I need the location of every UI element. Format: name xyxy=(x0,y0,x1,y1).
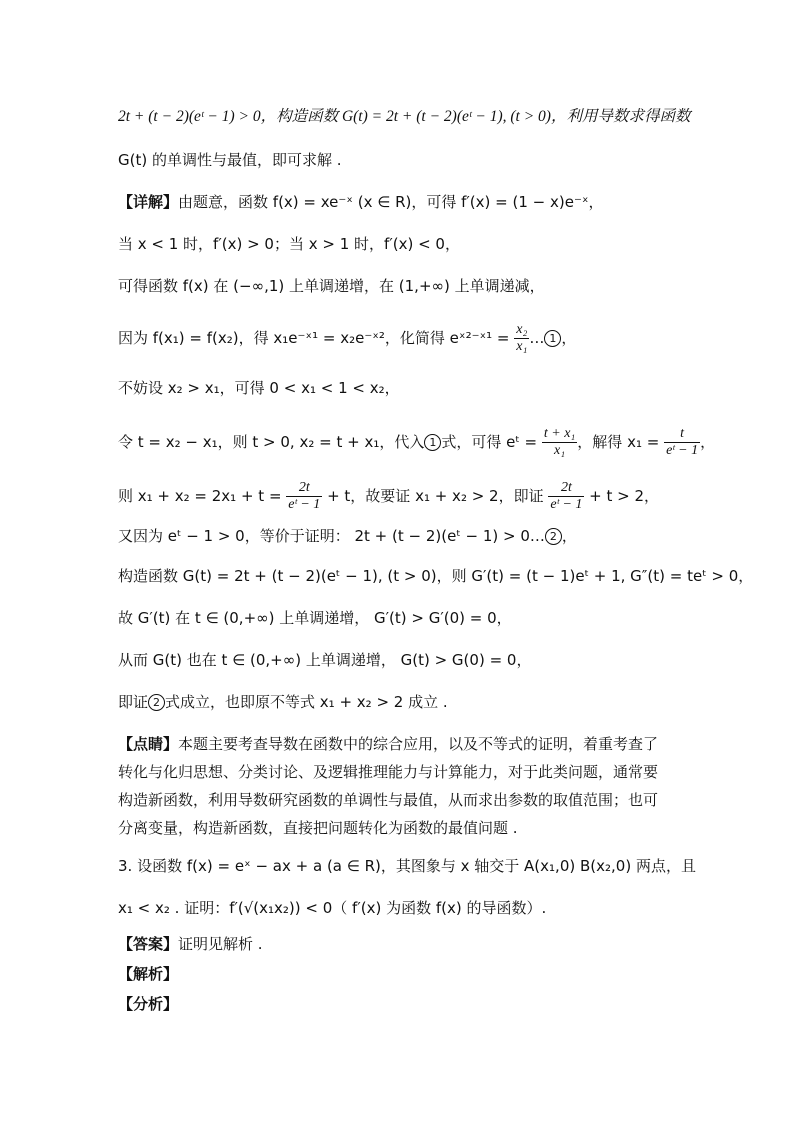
fraction-denominator: x₁ xyxy=(516,339,528,354)
fraction xyxy=(542,426,577,459)
text-line xyxy=(118,148,754,172)
fraction xyxy=(286,480,322,513)
text-span: 转化与化归思想、分类讨论、及逻辑推理能力与计算能力，对于此类问题，通常要 xyxy=(118,763,659,781)
text-line xyxy=(118,854,754,878)
text-span: x₁ < x₂ . 证明：f′(√(x₁x₂)) < 0（ f′(x) 为函数 f(x) 的导函数）. xyxy=(118,899,547,917)
text-line xyxy=(118,992,754,1016)
text-span: … xyxy=(529,329,545,347)
text-line xyxy=(118,376,754,400)
section-label-detail: 【详解】 xyxy=(118,193,179,211)
text-span: + t > 2， xyxy=(584,487,660,505)
text-span: 则 x₁ + x₂ = 2x₁ + t = xyxy=(118,487,287,505)
text-span: G(t) 的单调性与最值，即可求解 . xyxy=(118,151,342,169)
text-span: 构造函数 G(t) = 2t + (t − 2)(eᵗ − 1), (t > 0)，则 G′(t) = (t − 1)eᵗ + 1, G″(t) = teᵗ > 0， xyxy=(118,567,754,585)
text-span: 当 x < 1 时，f′(x) > 0；当 x > 1 时，f′(x) < 0， xyxy=(118,235,460,253)
text-line xyxy=(118,274,754,298)
text-line xyxy=(118,690,754,714)
text-line xyxy=(118,104,754,129)
fraction-numerator: t xyxy=(664,426,700,443)
text-line xyxy=(118,732,754,756)
text-line xyxy=(118,788,754,812)
text-line xyxy=(118,524,754,548)
text-line xyxy=(118,606,754,630)
text-span: ， xyxy=(561,527,577,545)
text-span: + t，故要证 x₁ + x₂ > 2，即证 xyxy=(322,487,549,505)
text-span: 式成立，也即原不等式 x₁ + x₂ > 2 成立 . xyxy=(165,693,448,711)
text-line xyxy=(118,932,754,956)
fraction-denominator: eᵗ − 1 xyxy=(550,497,583,512)
section-label-breakdown: 【分析】 xyxy=(118,995,179,1013)
section-label-comment: 【点睛】 xyxy=(118,735,179,753)
math-expression: 2t + (t − 2)(eᵗ − 1) > 0，构造函数 G(t) = 2t + (t − 2)(eᵗ − 1), (t > 0)，利用导数求得函数 xyxy=(118,108,691,125)
fraction-numerator: 2t xyxy=(548,480,584,497)
fraction-denominator: x₁ xyxy=(554,443,566,458)
section-label-analysis: 【解析】 xyxy=(118,965,179,983)
circled-number: 1 xyxy=(424,434,441,451)
text-span: 即证 xyxy=(118,693,149,711)
text-span: ， xyxy=(700,433,716,451)
text-line xyxy=(118,564,754,588)
text-span: 不妨设 x₂ > x₁，可得 0 < x₁ < 1 < x₂， xyxy=(118,379,400,397)
text-span: 分离变量，构造新函数，直接把问题转化为函数的最值问题 . xyxy=(118,819,518,837)
fraction xyxy=(664,426,700,459)
fraction-denominator: eᵗ − 1 xyxy=(288,497,321,512)
text-span: 因为 f(x₁) = f(x₂)，得 x₁e⁻ˣ¹ = x₂e⁻ˣ²，化简得 eˣ²⁻ˣ¹ = xyxy=(118,329,515,347)
text-span: 故 G′(t) 在 t ∈ (0,+∞) 上单调递增， G′(t) > G′(0) = 0， xyxy=(118,609,512,627)
section-label-answer: 【答案】 xyxy=(118,935,179,953)
text-span: 从而 G(t) 也在 t ∈ (0,+∞) 上单调递增， G(t) > G(0) = 0， xyxy=(118,651,532,669)
text-line xyxy=(118,962,754,986)
problem-statement: 3. 设函数 f(x) = eˣ − ax + a (a ∈ R)，其图象与 x 轴交于 A(x₁,0) B(x₂,0) 两点，且 xyxy=(118,857,696,875)
text-span: 令 t = x₂ − x₁，则 t > 0, x₂ = t + x₁，代入 xyxy=(118,433,425,451)
fraction xyxy=(514,322,529,355)
text-span: 可得函数 f(x) 在 (−∞,1) 上单调递增，在 (1,+∞) 上单调递减， xyxy=(118,277,545,295)
text-line xyxy=(118,232,754,256)
fraction-numerator: t + x₁ xyxy=(543,426,576,441)
text-line xyxy=(118,322,754,355)
text-line xyxy=(118,648,754,672)
text-span: 证明见解析 . xyxy=(178,935,263,953)
fraction-denominator: eᵗ − 1 xyxy=(666,443,699,458)
circled-number: 2 xyxy=(545,528,562,545)
text-line xyxy=(118,896,754,920)
text-span: ，解得 x₁ = xyxy=(577,433,665,451)
text-line xyxy=(118,190,754,214)
fraction xyxy=(548,480,584,513)
text-span: ， xyxy=(561,329,577,347)
circled-number: 1 xyxy=(544,330,561,347)
text-line xyxy=(118,480,754,513)
text-span: 由题意，函数 f(x) = xe⁻ˣ (x ∈ R)，可得 f′(x) = (1 − x)e⁻ˣ， xyxy=(178,193,604,211)
text-line xyxy=(118,760,754,784)
text-line xyxy=(118,426,754,459)
text-line xyxy=(118,816,754,840)
circled-number: 2 xyxy=(148,694,165,711)
fraction-numerator: x₂ xyxy=(516,322,528,337)
text-span: 本题主要考查导数在函数中的综合应用，以及不等式的证明，着重考查了 xyxy=(178,735,659,753)
text-span: 又因为 eᵗ − 1 > 0，等价于证明： 2t + (t − 2)(eᵗ − 1) > 0… xyxy=(118,527,545,545)
fraction-numerator: 2t xyxy=(286,480,322,497)
text-span: 式，可得 eᵗ = xyxy=(441,433,542,451)
text-span: 构造新函数，利用导数研究函数的单调性与最值，从而求出参数的取值范围；也可 xyxy=(118,791,659,809)
